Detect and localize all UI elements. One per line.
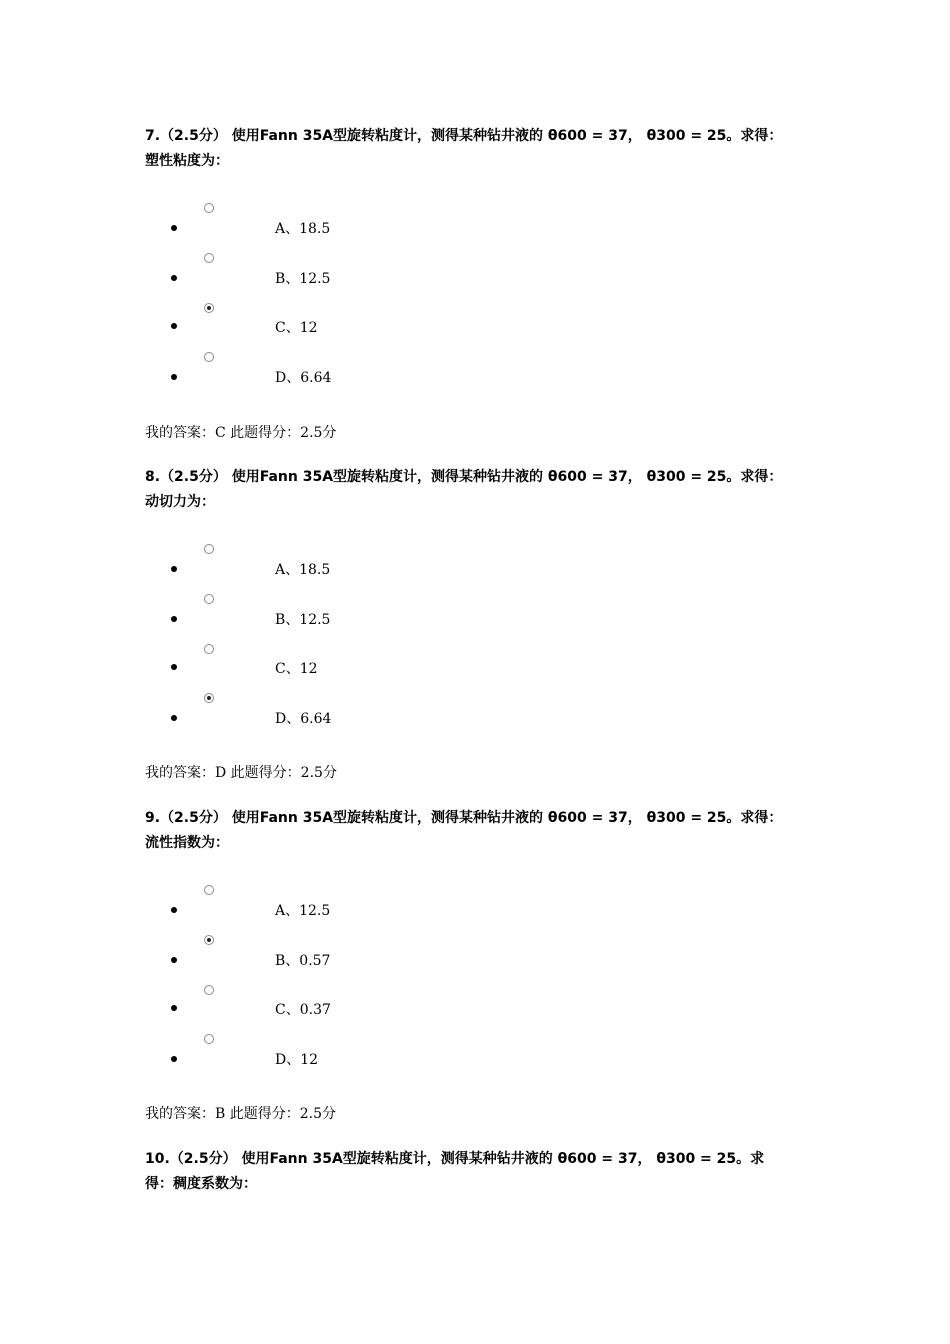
radio-icon[interactable]: [204, 352, 214, 362]
option-a[interactable]: [0, 882, 950, 932]
bullet-icon: [171, 616, 177, 622]
option-label: D、6.64: [275, 370, 332, 386]
radio-icon[interactable]: [204, 644, 214, 654]
bullet-icon: [171, 1056, 177, 1062]
option-a[interactable]: [0, 200, 950, 250]
option-label: A、18.5: [275, 562, 331, 578]
question-text: 8.（2.5分） 使用Fann 35A型旋转粘度计，测得某种钻井液的 θ600 = 37， θ300 = 25。求得：动切力为：: [145, 469, 783, 510]
option-b[interactable]: [0, 591, 950, 641]
bullet-icon: [171, 225, 177, 231]
bullet-icon: [171, 715, 177, 721]
option-label: A、12.5: [275, 903, 331, 919]
my-answer: 我的答案：B 此题得分：2.5分: [145, 1106, 337, 1122]
option-c[interactable]: [0, 641, 950, 691]
option-label: A、18.5: [275, 221, 331, 237]
question-text: 10.（2.5分） 使用Fann 35A型旋转粘度计，测得某种钻井液的 θ600 = 37， θ300 = 25。求得：稠度系数为：: [145, 1151, 765, 1192]
radio-icon[interactable]: [204, 885, 214, 895]
radio-icon[interactable]: [204, 544, 214, 554]
option-b[interactable]: [0, 250, 950, 300]
radio-selected-icon[interactable]: [204, 693, 214, 703]
option-d[interactable]: [0, 349, 950, 399]
bullet-icon: [171, 907, 177, 913]
option-label: C、0.37: [275, 1002, 331, 1018]
bullet-icon: [171, 664, 177, 670]
option-label: D、12: [275, 1052, 319, 1068]
option-label: B、12.5: [275, 612, 331, 628]
question-text: 9.（2.5分） 使用Fann 35A型旋转粘度计，测得某种钻井液的 θ600 = 37， θ300 = 25。求得：流性指数为：: [145, 810, 783, 851]
radio-icon[interactable]: [204, 594, 214, 604]
option-a[interactable]: [0, 541, 950, 591]
option-label: B、12.5: [275, 271, 331, 287]
radio-selected-icon[interactable]: [204, 935, 214, 945]
question-text: 7.（2.5分） 使用Fann 35A型旋转粘度计，测得某种钻井液的 θ600 = 37， θ300 = 25。求得：塑性粘度为：: [145, 128, 783, 169]
option-label: D、6.64: [275, 711, 332, 727]
option-b[interactable]: [0, 932, 950, 982]
radio-icon[interactable]: [204, 985, 214, 995]
bullet-icon: [171, 374, 177, 380]
option-d[interactable]: [0, 1031, 950, 1081]
radio-icon[interactable]: [204, 1034, 214, 1044]
bullet-icon: [171, 275, 177, 281]
bullet-icon: [171, 1005, 177, 1011]
bullet-icon: [171, 566, 177, 572]
my-answer: 我的答案：C 此题得分：2.5分: [145, 425, 337, 441]
radio-icon[interactable]: [204, 203, 214, 213]
bullet-icon: [171, 957, 177, 963]
option-c[interactable]: [0, 300, 950, 350]
option-label: C、12: [275, 661, 318, 677]
radio-icon[interactable]: [204, 253, 214, 263]
radio-selected-icon[interactable]: [204, 303, 214, 313]
bullet-icon: [171, 323, 177, 329]
option-c[interactable]: [0, 982, 950, 1032]
option-d[interactable]: [0, 690, 950, 740]
my-answer: 我的答案：D 此题得分：2.5分: [145, 765, 337, 781]
option-label: C、12: [275, 320, 318, 336]
option-label: B、0.57: [275, 953, 331, 969]
